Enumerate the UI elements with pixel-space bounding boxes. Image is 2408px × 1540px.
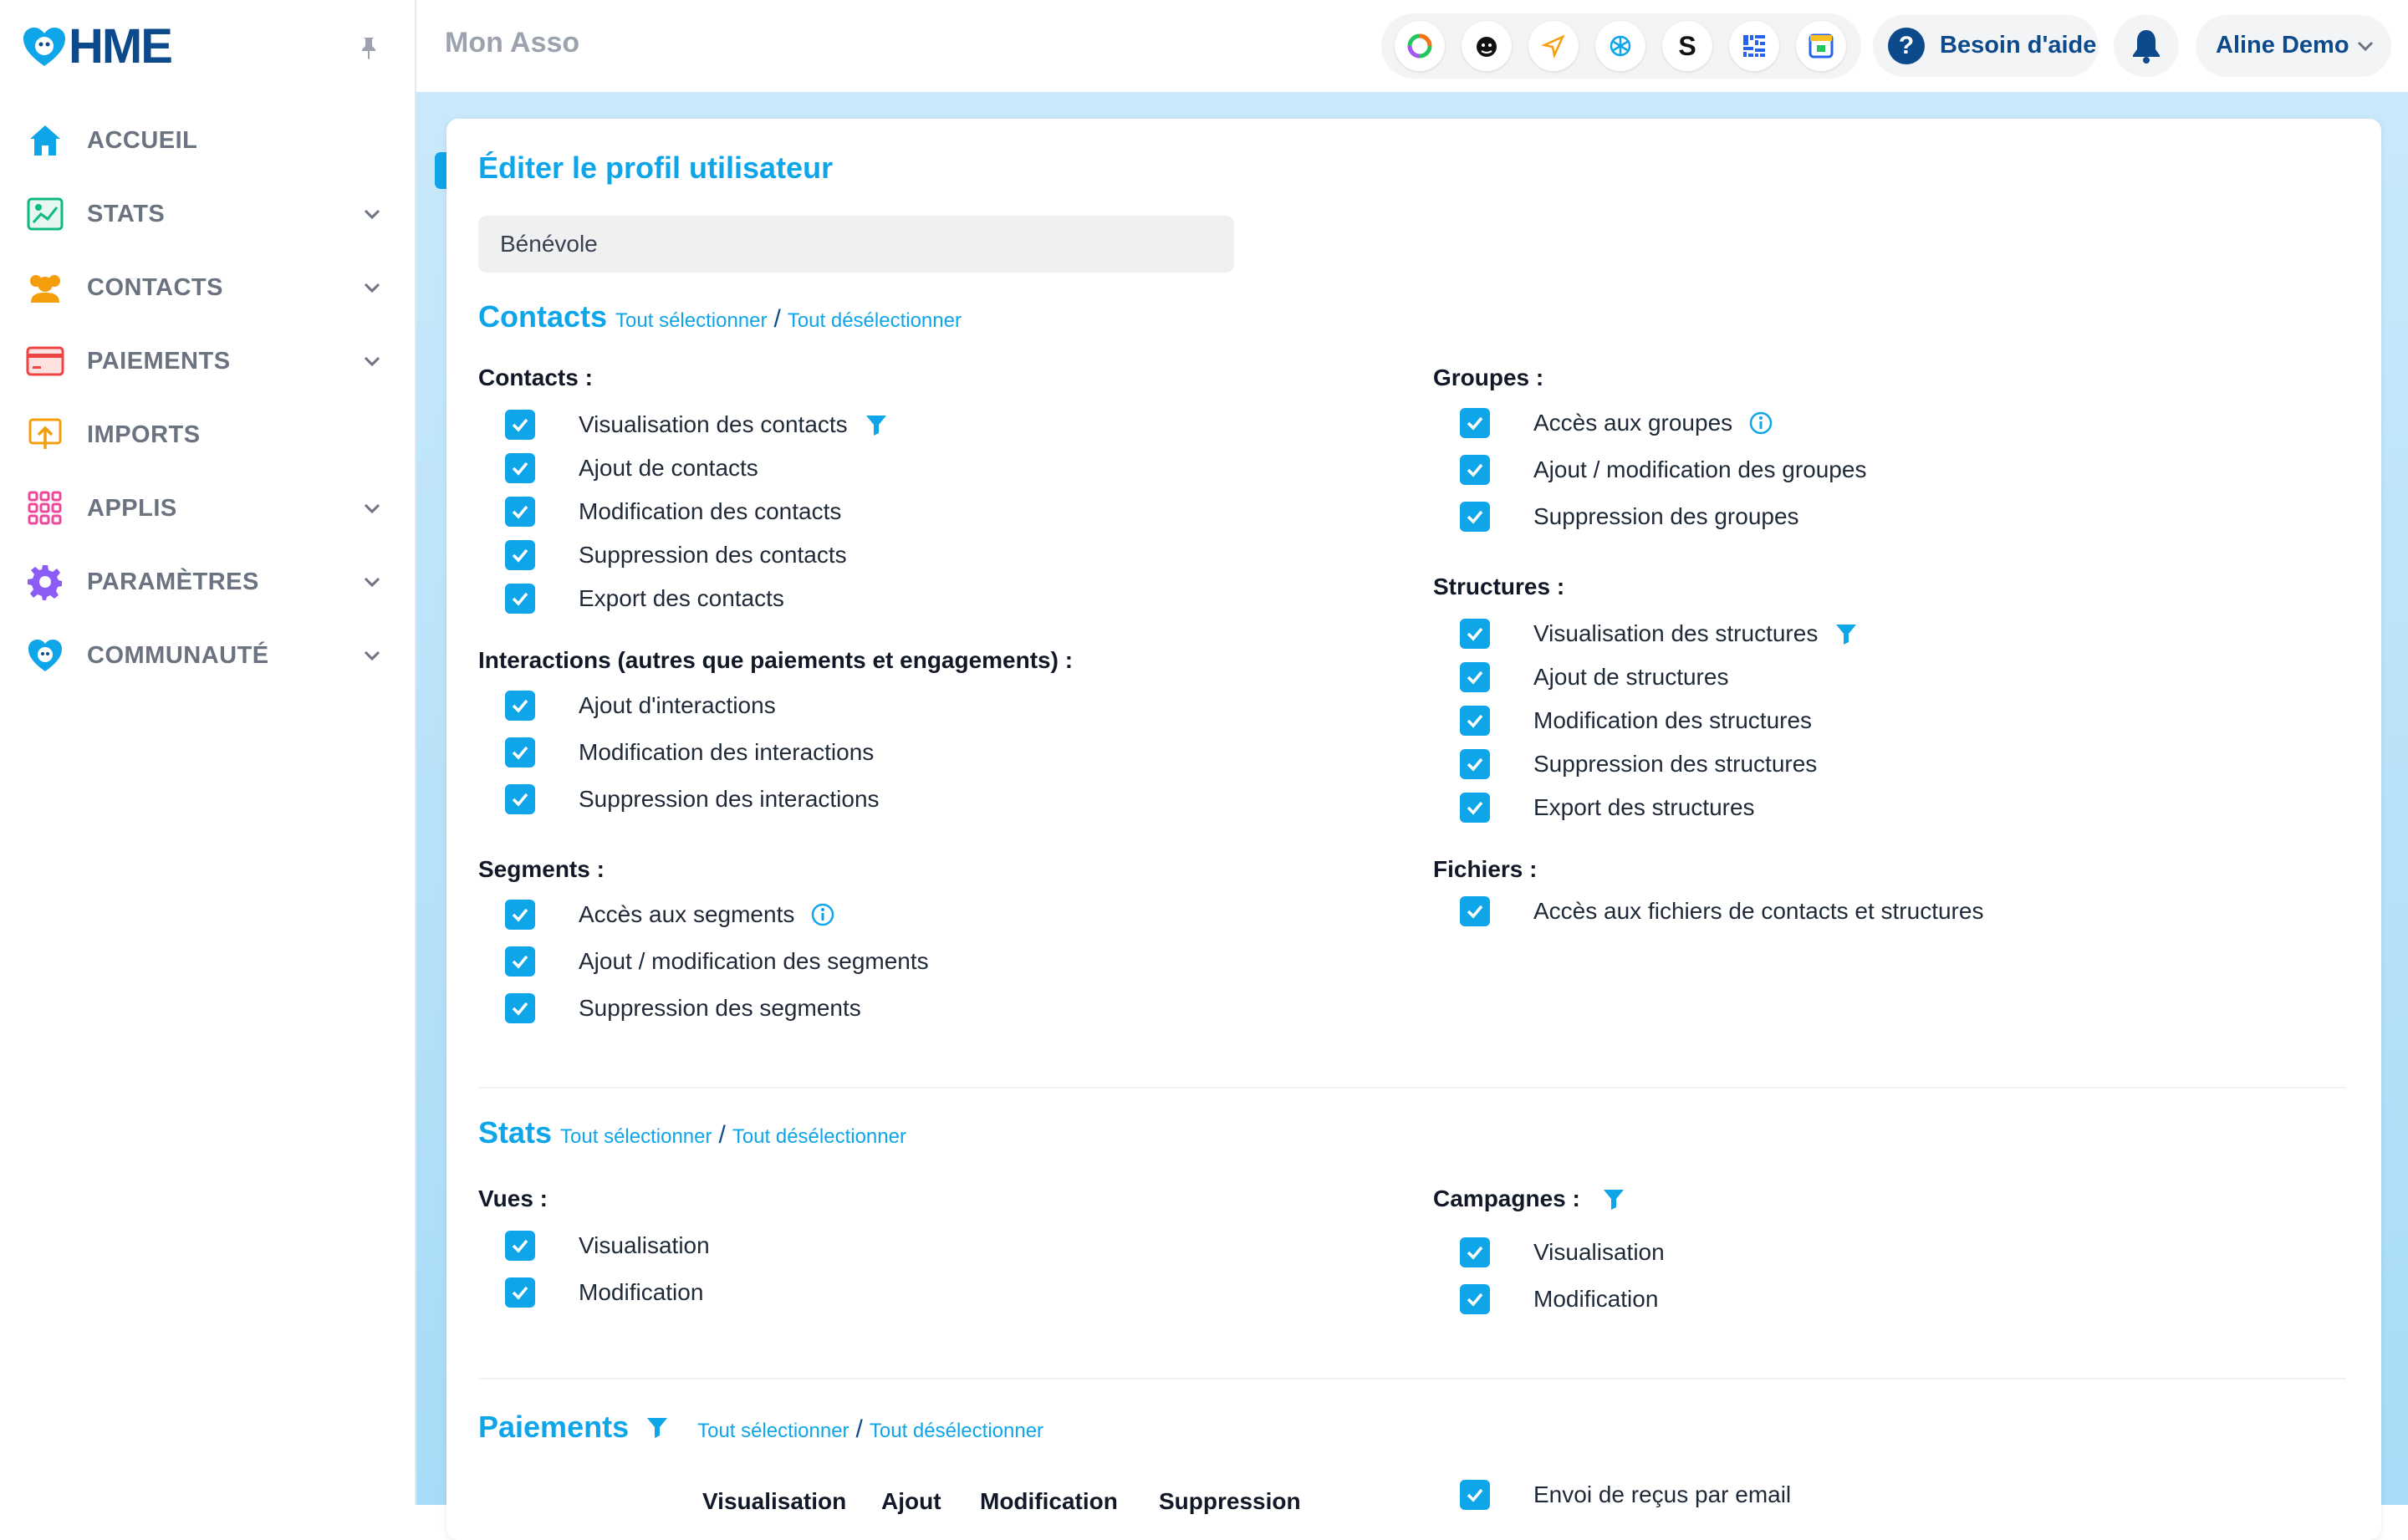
sidebar-item-label: STATS	[87, 200, 166, 227]
mailchimp-icon[interactable]	[1462, 21, 1512, 71]
permission-label: Suppression des contacts	[579, 542, 847, 568]
permission-row	[1460, 662, 1728, 692]
checkmark-icon	[1465, 754, 1485, 774]
permission-row	[1460, 502, 1799, 532]
app-logo[interactable]	[22, 19, 171, 74]
group-title: Contacts :	[478, 365, 593, 390]
chevron-down-icon	[360, 496, 385, 521]
permission-label: Modification des contacts	[579, 498, 842, 524]
permission-row	[1460, 706, 1812, 736]
user-name: Aline Demo	[2216, 32, 2349, 59]
sidebar-item-parametres[interactable]	[0, 545, 415, 619]
permission-row	[505, 993, 861, 1023]
permission-label: Ajout de structures	[1533, 664, 1729, 690]
permission-row	[1460, 1284, 1658, 1314]
sidebar-item-imports[interactable]	[0, 398, 415, 472]
ring-app-icon[interactable]	[1395, 21, 1445, 71]
checkbox[interactable]	[1460, 619, 1490, 649]
logo-text: HME	[69, 19, 171, 74]
checkbox[interactable]	[1460, 896, 1490, 926]
checkbox[interactable]	[505, 900, 535, 930]
filter-icon[interactable]	[1600, 1186, 1627, 1212]
permission-label: Visualisation	[1533, 1239, 1665, 1265]
contacts-icon	[25, 268, 65, 308]
section-divider	[478, 1087, 2346, 1089]
sidebar-item-label: IMPORTS	[87, 421, 201, 448]
permission-label: Suppression des structures	[1533, 751, 1818, 777]
group-title: Fichiers :	[1433, 856, 1538, 882]
checkmark-icon	[1465, 711, 1485, 731]
checkmark-icon	[1465, 507, 1485, 527]
imports-icon	[25, 415, 65, 455]
checkbox[interactable]	[1460, 455, 1490, 485]
slash-separator: /	[773, 305, 781, 333]
checkmark-icon	[510, 742, 530, 762]
select-all-link[interactable]: Tout sélectionner	[697, 1420, 849, 1442]
permission-label: Ajout / modification des segments	[579, 948, 929, 974]
chevron-down-icon	[360, 569, 385, 594]
permission-label: Ajout de contacts	[579, 455, 758, 481]
section-title: Paiements	[478, 1410, 630, 1444]
permission-row	[1460, 619, 1860, 649]
checkmark-icon	[510, 502, 530, 522]
permission-row	[1460, 749, 1817, 779]
checkbox[interactable]	[1460, 706, 1490, 736]
user-menu[interactable]	[2196, 15, 2391, 77]
group-title: Groupes :	[1433, 365, 1544, 390]
organization-name: Mon Asso	[445, 27, 580, 59]
info-icon[interactable]	[809, 901, 836, 928]
sidebar-item-label: PAIEMENTS	[87, 347, 231, 375]
pin-icon[interactable]	[356, 35, 381, 60]
ohme-heart-logo-icon	[22, 26, 67, 68]
checkbox[interactable]	[505, 453, 535, 483]
checkbox[interactable]	[505, 1231, 535, 1261]
checkbox[interactable]	[1460, 749, 1490, 779]
profile-name-input[interactable]	[478, 216, 1234, 273]
checkbox[interactable]	[505, 946, 535, 977]
permission-label: Visualisation des contacts	[579, 411, 848, 437]
group-title: Structures :	[1433, 574, 1565, 599]
page-title: Éditer le profil utilisateur	[478, 150, 834, 185]
permission-row	[1460, 793, 1755, 823]
sidebar-item-accueil[interactable]	[0, 104, 415, 177]
qr-app-icon[interactable]	[1729, 21, 1779, 71]
chevron-down-icon	[2354, 35, 2376, 57]
select-all-link[interactable]: Tout sélectionner	[615, 309, 768, 332]
column-header: Modification	[980, 1488, 1118, 1514]
stats-section-header	[478, 1115, 906, 1150]
checkmark-icon	[1465, 1485, 1485, 1505]
permission-label: Accès aux fichiers de contacts et structures	[1533, 898, 1984, 924]
checkbox[interactable]	[505, 1277, 535, 1308]
permission-row	[505, 946, 929, 977]
payments-icon	[25, 341, 65, 381]
permission-label: Suppression des groupes	[1533, 503, 1799, 529]
permission-row	[505, 1277, 703, 1308]
permission-row	[1460, 1480, 1791, 1510]
permission-row	[505, 540, 847, 570]
permission-label: Visualisation	[579, 1232, 710, 1258]
permission-row	[1460, 408, 1774, 438]
community-icon	[25, 635, 65, 676]
group-title: Interactions (autres que paiements et engagements) :	[478, 647, 1074, 673]
checkmark-icon	[1465, 624, 1485, 644]
section-divider	[478, 1378, 2346, 1379]
sidebar-item-applis[interactable]	[0, 472, 415, 545]
checkbox[interactable]	[505, 737, 535, 767]
checkbox[interactable]	[1460, 1480, 1490, 1510]
checkmark-icon	[510, 415, 530, 435]
checkbox[interactable]	[505, 497, 535, 527]
chevron-down-icon	[360, 275, 385, 300]
permission-label: Modification des interactions	[579, 739, 875, 765]
checkbox[interactable]	[1460, 502, 1490, 532]
deselect-all-link[interactable]: Tout désélectionner	[869, 1420, 1044, 1442]
chevron-down-icon	[360, 201, 385, 227]
help-button[interactable]	[1873, 15, 2099, 77]
checkbox[interactable]	[505, 584, 535, 614]
permission-row	[505, 900, 836, 930]
permission-row	[505, 410, 890, 440]
checkbox[interactable]	[505, 540, 535, 570]
checkbox[interactable]	[505, 691, 535, 721]
permission-row	[1460, 1237, 1665, 1267]
apps-grid-icon	[25, 488, 65, 528]
filter-icon[interactable]	[863, 411, 890, 438]
permission-row	[505, 784, 880, 814]
checkmark-icon	[510, 789, 530, 809]
openai-icon[interactable]	[1595, 21, 1645, 71]
calendar-icon[interactable]	[1796, 21, 1846, 71]
permission-label: Export des contacts	[579, 585, 784, 611]
app-shortcuts	[1381, 13, 1861, 79]
sidebar-item-stats[interactable]	[0, 177, 415, 251]
permission-label: Ajout d'interactions	[579, 692, 776, 718]
checkmark-icon	[1465, 413, 1485, 433]
home-icon	[25, 120, 65, 161]
checkbox[interactable]	[1460, 793, 1490, 823]
sidebar-nav	[0, 104, 415, 692]
checkbox[interactable]	[1460, 408, 1490, 438]
column-header: Ajout	[881, 1488, 941, 1514]
group-title: Campagnes :	[1433, 1186, 1580, 1211]
paiements-section-header	[478, 1410, 1043, 1445]
sidebar-item-paiements[interactable]	[0, 324, 415, 398]
checkmark-icon	[1465, 667, 1485, 687]
permission-label: Envoi de reçus par email	[1533, 1481, 1792, 1507]
column-header: Suppression	[1159, 1488, 1301, 1514]
send-icon[interactable]	[1528, 21, 1579, 71]
permission-label: Accès aux segments	[579, 901, 795, 927]
svg-text:S: S	[1678, 32, 1696, 60]
section-title: Stats	[478, 1115, 553, 1150]
question-mark-icon: ?	[1888, 28, 1925, 64]
slash-separator: /	[855, 1415, 863, 1443]
select-all-link[interactable]: Tout sélectionner	[560, 1125, 712, 1148]
checkbox[interactable]	[1460, 1284, 1490, 1314]
stats-icon	[25, 194, 65, 234]
permission-label: Accès aux groupes	[1533, 410, 1733, 436]
chevron-down-icon	[360, 349, 385, 374]
permission-row	[505, 737, 874, 767]
deselect-all-link[interactable]: Tout désélectionner	[787, 309, 962, 332]
permission-label: Suppression des segments	[579, 995, 861, 1021]
s-app-icon[interactable]	[1662, 21, 1712, 71]
checkmark-icon	[1465, 460, 1485, 480]
checkbox[interactable]	[1460, 1237, 1490, 1267]
permission-row	[1460, 455, 1866, 485]
permission-label: Export des structures	[1533, 794, 1755, 820]
checkmark-icon	[1465, 1242, 1485, 1262]
sidebar-item-label: CONTACTS	[87, 273, 223, 301]
permission-label: Suppression des interactions	[579, 786, 880, 812]
campagnes-group-header	[1433, 1186, 1627, 1212]
sidebar-item-label: PARAMÈTRES	[87, 568, 259, 595]
permission-label: Modification	[579, 1279, 704, 1305]
filter-icon[interactable]	[644, 1414, 671, 1441]
permission-row	[1460, 896, 1983, 926]
group-title: Vues :	[478, 1186, 548, 1211]
sidebar-item-label: ACCUEIL	[87, 126, 198, 154]
group-title: Segments :	[478, 856, 605, 882]
help-button-label: Besoin d'aide	[1940, 32, 2097, 59]
checkmark-icon	[510, 998, 530, 1018]
permission-row	[505, 497, 841, 527]
checkmark-icon	[510, 696, 530, 716]
deselect-all-link[interactable]: Tout désélectionner	[732, 1125, 906, 1148]
sidebar-item-label: APPLIS	[87, 494, 177, 522]
checkmark-icon	[510, 951, 530, 971]
checkmark-icon	[510, 1282, 530, 1303]
checkmark-icon	[510, 589, 530, 609]
permission-row	[505, 453, 758, 483]
checkmark-icon	[510, 905, 530, 925]
checkmark-icon	[510, 1236, 530, 1256]
section-title: Contacts	[478, 299, 608, 334]
bell-icon	[2130, 28, 2163, 64]
permission-row	[505, 691, 776, 721]
checkmark-icon	[1465, 1289, 1485, 1309]
permission-label: Ajout / modification des groupes	[1533, 456, 1867, 482]
column-header: Visualisation	[702, 1488, 847, 1514]
top-bar	[416, 0, 2408, 93]
checkmark-icon	[1465, 901, 1485, 921]
permission-row	[505, 584, 784, 614]
slash-separator: /	[718, 1121, 726, 1149]
info-icon[interactable]	[1747, 410, 1774, 436]
permission-label: Modification	[1533, 1286, 1659, 1312]
sidebar-item-label: COMMUNAUTÉ	[87, 641, 269, 669]
permission-label: Visualisation des structures	[1533, 620, 1819, 646]
card-accent-tab	[435, 152, 446, 189]
checkbox[interactable]	[505, 410, 535, 440]
filter-icon[interactable]	[1833, 620, 1860, 647]
checkmark-icon	[510, 458, 530, 478]
contacts-section-header	[478, 299, 962, 334]
checkbox[interactable]	[505, 784, 535, 814]
sidebar	[0, 0, 416, 1505]
sidebar-item-communaute[interactable]	[0, 619, 415, 692]
chevron-down-icon	[360, 643, 385, 668]
checkmark-icon	[510, 545, 530, 565]
checkmark-icon	[1465, 798, 1485, 818]
permission-row	[505, 1231, 710, 1261]
gear-icon	[25, 562, 65, 602]
notifications-button[interactable]	[2114, 15, 2179, 77]
permission-label: Modification des structures	[1533, 707, 1813, 733]
checkbox[interactable]	[505, 993, 535, 1023]
sidebar-item-contacts[interactable]	[0, 251, 415, 324]
checkbox[interactable]	[1460, 662, 1490, 692]
